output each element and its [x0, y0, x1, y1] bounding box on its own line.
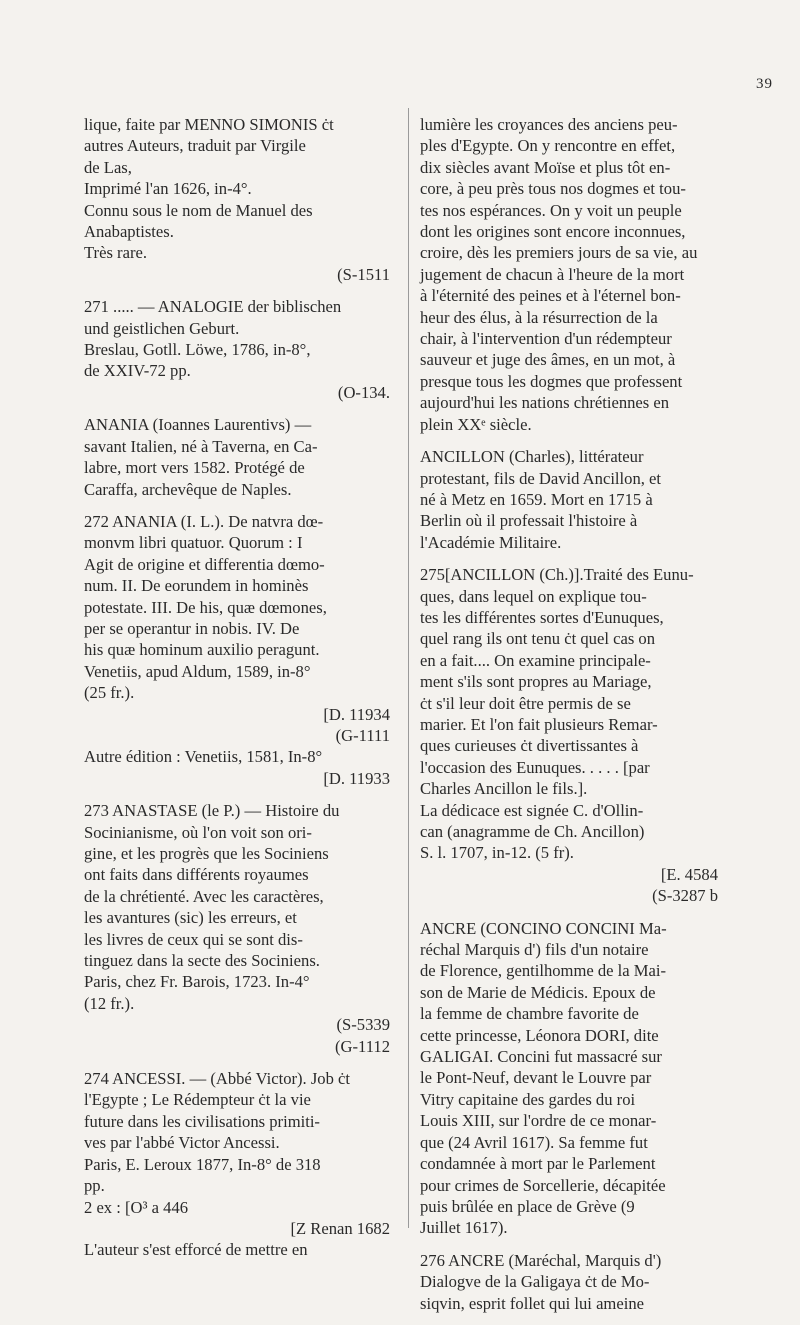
- text-line: ANCRE (CONCINO CONCINI Ma-: [420, 918, 667, 938]
- text-line: de XXIV-72 pp.: [84, 361, 191, 381]
- text-line: Socinianisme, où l'on voit son ori-: [84, 822, 312, 842]
- text-line: presque tous les dogmes que professent: [420, 371, 683, 391]
- text-line: ques, dans lequel on explique tou-: [420, 586, 647, 606]
- text-line: pour crimes de Sorcellerie, décapitée: [420, 1175, 666, 1195]
- column-divider: [408, 108, 409, 1228]
- text-line: à l'éternité des peines et à l'éternel bon-: [420, 286, 681, 306]
- text-line: dont les origines sont encore inconnues,: [420, 222, 686, 242]
- text-line: Autre édition : Venetiis, 1581, In-8°: [84, 747, 323, 767]
- text-line: plein XXᵉ siècle.: [420, 414, 532, 434]
- text-line: sauveur et juge des âmes, en un mot, à: [420, 350, 676, 370]
- text-line: cette princesse, Léonora DORI, dite: [420, 1025, 659, 1045]
- text-line: L'auteur s'est efforcé de mettre en: [84, 1240, 308, 1260]
- text-line: le Pont-Neuf, devant le Louvre par: [420, 1068, 652, 1088]
- text-line: 271 ..... — ANALOGIE der biblischen: [84, 297, 342, 317]
- text-line: (S-5339: [336, 1015, 390, 1035]
- text-line: [D. 11933: [323, 768, 390, 788]
- text-line: gine, et les progrès que les Sociniens: [84, 844, 329, 863]
- text-line: protestant, fils de David Ancillon, et: [420, 468, 662, 488]
- text-line: l'occasion des Eunuques. . . . . [par: [420, 757, 650, 777]
- text-line: heur des élus, à la résurrection de la: [420, 307, 658, 327]
- text-line: réchal Marquis d') fils d'un notaire: [420, 940, 649, 960]
- entry-cont-right: [420, 114, 724, 435]
- text-line: Juillet 1617).: [420, 1218, 508, 1238]
- text-line: core, à peu près tous nos dogmes et tou-: [420, 179, 686, 199]
- entry-entry-anania: [84, 414, 396, 500]
- text-line: [E. 4584: [660, 864, 718, 884]
- text-line: chair, à l'intervention d'un rédempteur: [420, 329, 672, 349]
- text-line: (G-1111: [335, 725, 390, 745]
- text-line: potestate. III. De his, quæ dœmones,: [84, 597, 327, 617]
- text-line: und geistlichen Geburt.: [84, 318, 240, 338]
- text-line: puis brûlée en place de Grève (9: [420, 1196, 635, 1216]
- text-line: l'Académie Militaire.: [420, 532, 562, 552]
- text-line: condamnée à mort par le Parlement: [420, 1154, 656, 1174]
- text-line: Louis XIII, sur l'ordre de ce monar-: [420, 1111, 657, 1131]
- text-line: de Florence, gentilhomme de la Mai-: [420, 961, 667, 981]
- text-line: quel rang ils ont tenu ċt quel cas on: [420, 629, 656, 649]
- text-line: en a fait.... On examine principale-: [420, 650, 651, 670]
- text-line: Dialogve de la Galigaya ċt de Mo-: [420, 1272, 650, 1292]
- text-line: les livres de ceux qui se sont dis-: [84, 929, 303, 949]
- text-line: Paris, E. Leroux 1877, In-8° de 318: [84, 1154, 321, 1174]
- text-line: La dédicace est signée C. d'Ollin-: [420, 800, 644, 820]
- text-line: ment s'ils sont propres au Mariage,: [420, 672, 652, 692]
- text-line: de la chrétienté. Avec les caractères,: [84, 886, 324, 906]
- text-line: 2 ex : [O³ a 446: [84, 1197, 189, 1217]
- text-line: siqvin, esprit follet qui lui ameine: [420, 1293, 644, 1313]
- text-line: per se operantur in nobis. IV. De: [84, 618, 300, 638]
- text-line: ANCILLON (Charles), littérateur: [420, 447, 644, 467]
- text-line: 273 ANASTASE (le P.) — Histoire du: [84, 801, 340, 821]
- text-line: marier. Et l'on fait plusieurs Remar-: [420, 714, 658, 734]
- text-line: (O-134.: [337, 382, 390, 402]
- text-line: ves par l'abbé Victor Ancessi.: [84, 1133, 280, 1153]
- text-line: ples d'Egypte. On y rencontre en effet,: [420, 136, 676, 156]
- text-line: pp.: [84, 1176, 105, 1196]
- text-line: Très rare.: [84, 243, 147, 263]
- right-column: [420, 114, 724, 1325]
- entry-cont-top: [84, 114, 396, 285]
- text-line: jugement de chacun à l'heure de la mort: [420, 264, 685, 284]
- text-line: savant Italien, né à Taverna, en Ca-: [84, 436, 318, 456]
- entry-entry-273: [84, 800, 396, 1057]
- entry-entry-271: [84, 296, 396, 403]
- text-line: monvm libri quatuor. Quorum : I: [84, 533, 303, 553]
- text-line: S. l. 1707, in-12. (5 fr).: [420, 843, 574, 863]
- text-line: GALIGAI. Concini fut massacré sur: [420, 1047, 662, 1067]
- text-line: tes les différentes sortes d'Eunuques,: [420, 607, 664, 627]
- entry-entry-ancillon: [420, 446, 724, 553]
- page-number: 39: [756, 76, 773, 92]
- text-line: son de Marie de Médicis. Epoux de: [420, 982, 656, 1002]
- entry-entry-276: [420, 1250, 724, 1314]
- text-line: (S-3287 b: [652, 886, 718, 906]
- text-line: ont faits dans différents royaumes: [84, 865, 309, 885]
- text-line: [Z Renan 1682: [290, 1218, 390, 1238]
- text-line: Breslau, Gotll. Löwe, 1786, in-8°,: [84, 340, 311, 360]
- text-line: dix siècles avant Moïse et plus tôt en-: [420, 157, 671, 177]
- text-line: (S-1511: [337, 264, 390, 284]
- entry-entry-272: [84, 511, 396, 789]
- text-line: Berlin où il professait l'histoire à: [420, 511, 638, 531]
- text-line: Paris, chez Fr. Barois, 1723. In-4°: [84, 972, 310, 992]
- text-line: tinguez dans la secte des Sociniens.: [84, 951, 320, 971]
- text-line: l'Egypte ; Le Rédempteur ċt la vie: [84, 1090, 311, 1110]
- text-line: croire, dès les premiers jours de sa vie, au: [420, 243, 698, 263]
- entry-entry-275: [420, 564, 724, 907]
- text-line: aujourd'hui les nations chrétiennes en: [420, 393, 670, 413]
- text-line: que (24 Avril 1617). Sa femme fut: [420, 1132, 648, 1152]
- text-line: his quæ hominum auxilio peragunt.: [84, 640, 320, 660]
- text-line: 274 ANCESSI. — (Abbé Victor). Job ċt: [84, 1069, 351, 1089]
- text-line: Caraffa, archevêque de Naples.: [84, 479, 292, 499]
- entry-entry-274: [84, 1068, 396, 1261]
- text-line: lumière les croyances des anciens peu-: [420, 115, 678, 134]
- text-line: 272 ANANIA (I. L.). De natvra dœ-: [84, 511, 324, 531]
- text-line: de Las,: [84, 157, 132, 177]
- text-line: lique, faite par MENNO SIMONIS ċt: [84, 115, 334, 134]
- text-line: (25 fr.).: [84, 683, 135, 703]
- text-line: 275[ANCILLON (Ch.)].Traité des Eunu-: [420, 565, 694, 585]
- text-line: ques curieuses ċt divertissantes à: [420, 736, 639, 756]
- text-line: Imprimé l'an 1626, in-4°.: [84, 179, 252, 199]
- text-line: né à Metz en 1659. Mort en 1715 à: [420, 489, 653, 509]
- text-line: (G-1112: [335, 1036, 390, 1056]
- text-line: Connu sous le nom de Manuel des: [84, 200, 313, 220]
- text-line: tes nos espérances. On y voit un peuple: [420, 200, 682, 220]
- text-line: Venetiis, apud Aldum, 1589, in-8°: [84, 661, 311, 681]
- text-line: can (anagramme de Ch. Ancillon): [420, 822, 645, 841]
- text-line: autres Auteurs, traduit par Virgile: [84, 136, 306, 156]
- text-line: les avantures (sic) les erreurs, et: [84, 908, 297, 928]
- left-column: [84, 114, 396, 1272]
- text-line: ANANIA (Ioannes Laurentivs) —: [84, 415, 312, 435]
- text-line: Agit de origine et differentia dœmo-: [84, 554, 325, 574]
- entry-entry-ancre: [420, 918, 724, 1239]
- text-line: ċt s'il leur doit être permis de se: [420, 693, 631, 713]
- text-line: labre, mort vers 1582. Protégé de: [84, 458, 305, 478]
- text-line: 276 ANCRE (Maréchal, Marquis d'): [420, 1250, 662, 1270]
- text-line: [D. 11934: [323, 704, 390, 724]
- text-line: num. II. De eorundem in hominès: [84, 576, 309, 596]
- text-line: Charles Ancillon le fils.].: [420, 779, 588, 799]
- text-line: (12 fr.).: [84, 993, 135, 1013]
- text-line: Vitry capitaine des gardes du roi: [420, 1089, 636, 1109]
- text-line: la femme de chambre favorite de: [420, 1004, 639, 1024]
- text-line: Anabaptistes.: [84, 222, 174, 242]
- text-line: future dans les civilisations primiti-: [84, 1111, 320, 1131]
